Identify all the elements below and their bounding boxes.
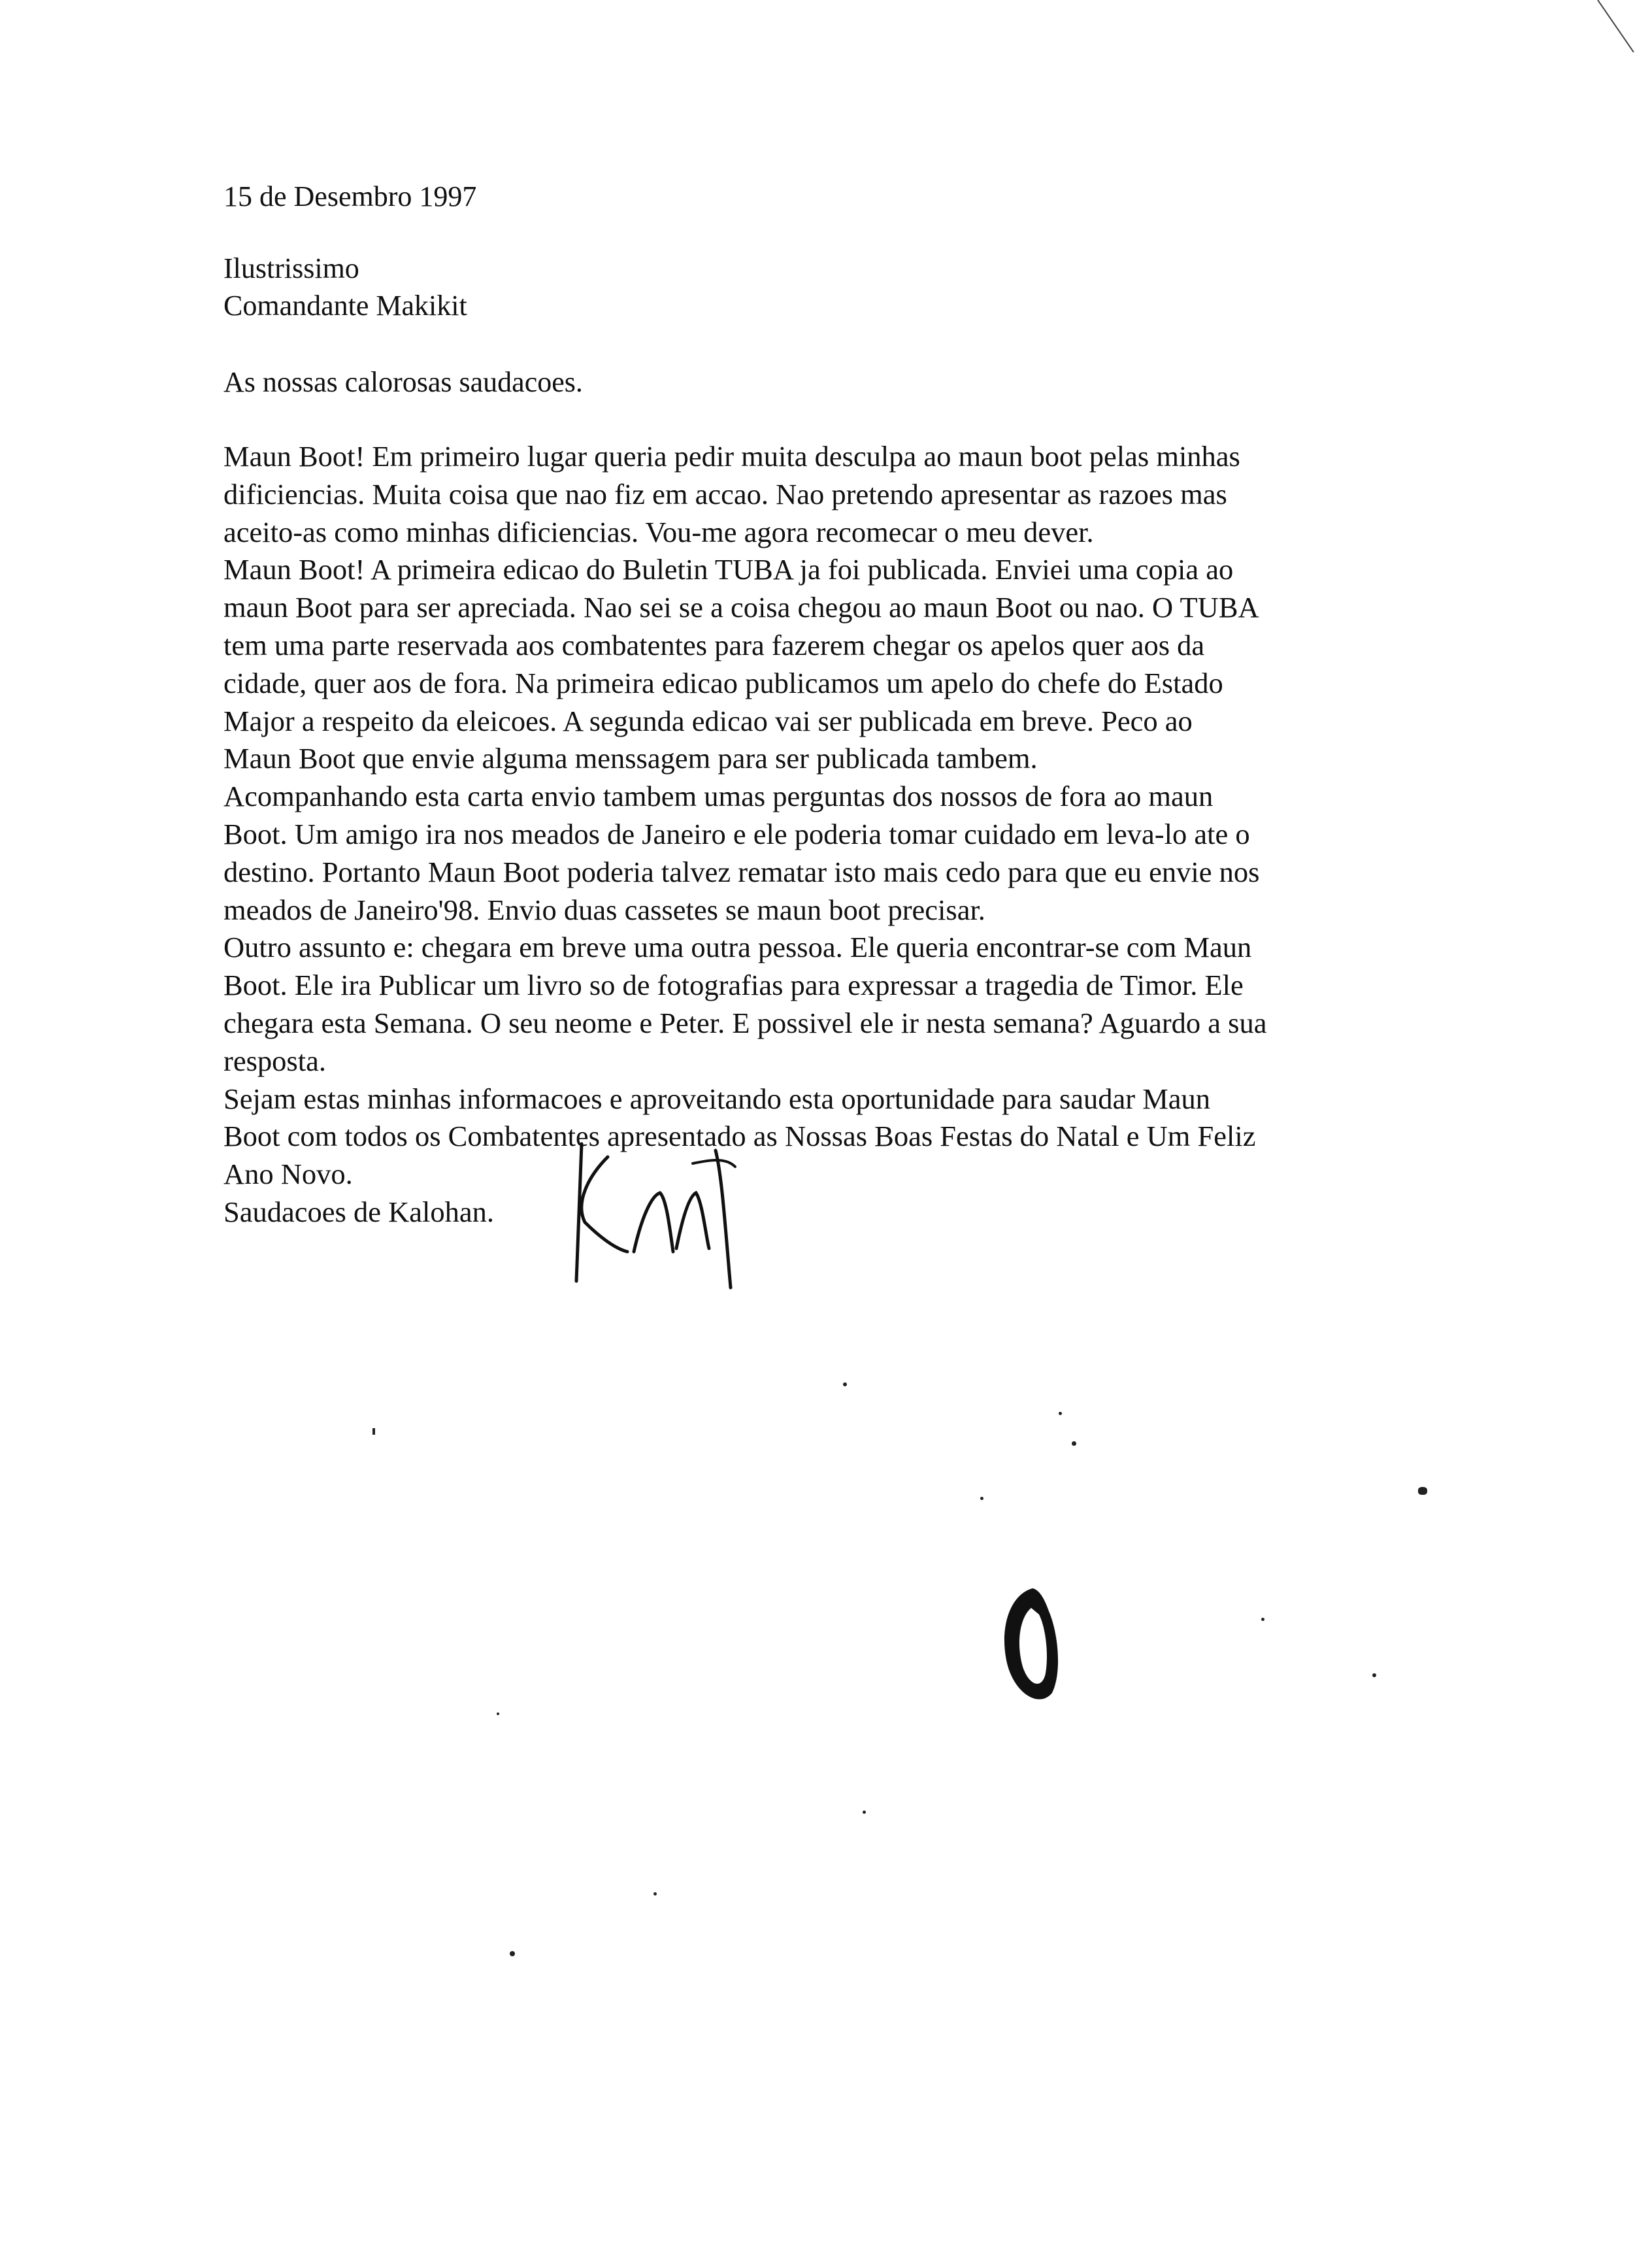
paragraph-4 <box>223 929 1396 1080</box>
paragraph-1 <box>223 438 1396 551</box>
body-line: Sejam estas minhas informacoes e aproveitando esta oportunidade para saudar Maun <box>223 1082 1211 1115</box>
scan-speck <box>863 1811 866 1814</box>
body-line: Boot. Ele ira Publicar um livro so de fotografias para expressar a tragedia de Timor. Ele <box>223 969 1244 1002</box>
body-line: Acompanhando esta carta envio tambem umas perguntas dos nossos de fora ao maun <box>223 780 1214 813</box>
scan-speck <box>1059 1412 1062 1415</box>
scan-speck <box>1261 1618 1264 1621</box>
scan-speck <box>653 1892 657 1896</box>
scan-speck <box>1072 1441 1076 1446</box>
body-line: Maun Boot! Em primeiro lugar queria pedir muita desculpa ao maun boot pelas minhas <box>223 440 1240 473</box>
body-line: cidade, quer aos de fora. Na primeira edicao publicamos um apelo do chefe do Estado <box>223 666 1223 699</box>
letter-date: 15 de Desembro 1997 <box>223 180 477 212</box>
scan-speck <box>980 1497 983 1500</box>
body-line: resposta. <box>223 1044 326 1077</box>
body-line: Outro assunto e: chegara em breve uma outra pessoa. Ele queria encontrar-se com Maun <box>223 931 1252 964</box>
body-line: tem uma parte reservada aos combatentes para fazerem chegar os apelos quer aos da <box>223 628 1205 661</box>
paragraph-2 <box>223 551 1396 778</box>
scan-speck <box>510 1951 515 1956</box>
salutation-name: Comandante Makikit <box>223 290 467 322</box>
body-line: Major a respeito da eleicoes. A segunda edicao vai ser publicada em breve. Peco ao <box>223 704 1193 737</box>
body-line: Maun Boot! A primeira edicao do Buletin TUBA ja foi publicada. Enviei uma copia ao <box>223 553 1234 586</box>
paragraph-5 <box>223 1080 1396 1194</box>
ink-blot <box>993 1582 1065 1712</box>
closing-text: Saudacoes de Kalohan. <box>223 1195 494 1228</box>
closing-line <box>223 1194 1396 1231</box>
body-line: aceito-as como minhas dificiencias. Vou-me agora recomecar o meu dever. <box>223 515 1094 548</box>
body-line: Boot com todos os Combatentes apresentado as Nossas Boas Festas do Natal e Um Feliz <box>223 1120 1256 1153</box>
body-line: meados de Janeiro'98. Envio duas cassetes se maun boot precisar. <box>223 893 985 926</box>
body-line: maun Boot para ser apreciada. Nao sei se a coisa chegou ao maun Boot ou nao. O TUBA <box>223 591 1259 624</box>
salutation <box>223 250 467 324</box>
body-line: Ano Novo. <box>223 1158 353 1191</box>
corner-scan-line <box>1594 0 1647 52</box>
handwritten-signature <box>562 1137 758 1294</box>
greeting: As nossas calorosas saudacoes. <box>223 366 583 398</box>
body-line: dificiencias. Muita coisa que nao fiz em accao. Nao pretendo apresentar as razoes mas <box>223 477 1227 510</box>
body-line: Boot. Um amigo ira nos meados de Janeiro e ele poderia tomar cuidado em leva-lo ate o <box>223 817 1250 850</box>
scan-speck <box>372 1428 375 1435</box>
scan-speck <box>1418 1487 1427 1495</box>
scan-speck <box>843 1382 847 1386</box>
body-line: chegara esta Semana. O seu neome e Peter. E possivel ele ir nesta semana? Aguardo a sua <box>223 1006 1267 1039</box>
scan-speck <box>497 1712 499 1715</box>
scan-speck <box>1372 1673 1376 1677</box>
body-line: Maun Boot que envie alguma menssagem para ser publicada tambem. <box>223 742 1038 775</box>
paragraph-3 <box>223 778 1396 929</box>
salutation-title: Ilustrissimo <box>223 252 359 284</box>
body-line: destino. Portanto Maun Boot poderia talvez rematar isto mais cedo para que eu envie nos <box>223 855 1260 888</box>
letter-body <box>223 438 1396 1231</box>
